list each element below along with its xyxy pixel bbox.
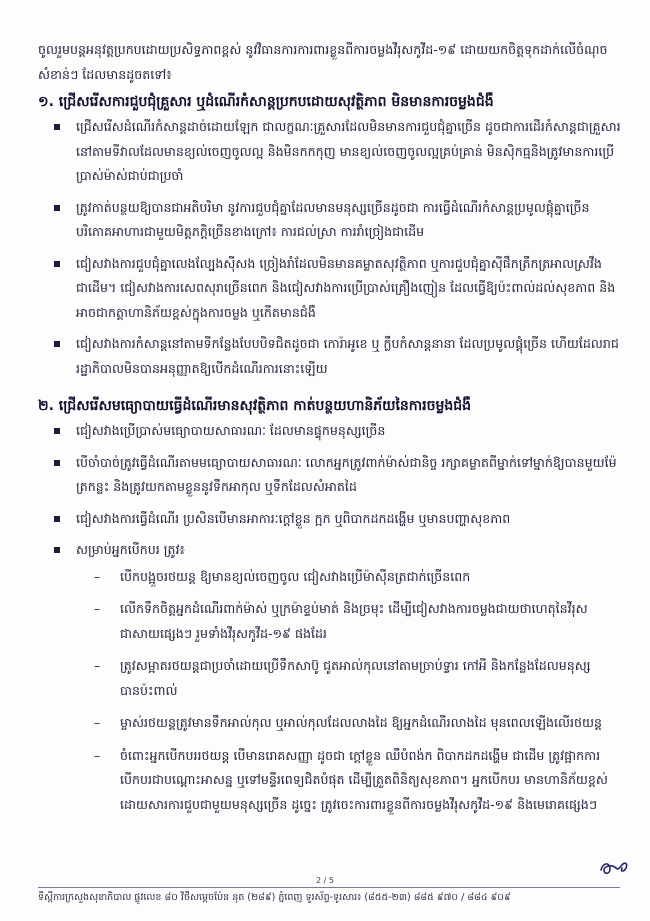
page-number: 2 / 5 bbox=[316, 876, 334, 885]
section-2-heading: ២. ជ្រើសរើសមធ្យោបាយធ្វើដំណើរមានសុវត្ថិភាព កាត់បន្ថយហានិភ័យនៃការចម្លងជំងឺ bbox=[38, 398, 472, 414]
list-item: ជៀសវាងការកំសាន្តនៅតាមទីកន្លែងបែបបិទជិតដូចជា កោរ៉ាអូខេ ឬ ក្លឹបកំសាន្តនានា ដែលប្រមូលផ្តុំច្រើន ហើយដែលរាជរដ្ឋាភិបាលមិនបានអនុញ្ញាតឱ្យបើកដំណើរការនោះឡើយ bbox=[76, 332, 623, 381]
section-1-bullet-list bbox=[38, 115, 623, 381]
sub-list-item: – បើកបង្អួចរថយន្ត ឱ្យមានខ្យល់ចេញចូល ជៀសវាងប្រើម៉ាស៊ីនត្រជាក់ច្រើនពេក bbox=[120, 565, 623, 590]
driver-sub-list bbox=[76, 565, 623, 818]
sub-list-item: – ម្ចាស់រថយន្តត្រូវមានទឹកអាល់កុល ឬអាល់កុលដែលលាងដៃ ឱ្យអ្នកដំណើរលាងដៃ មុនពេលឡើងលើរថយន្ត bbox=[120, 711, 623, 736]
list-item: ត្រូវកាត់បន្ថយឱ្យបានជាអតិបរិមា នូវការជួបជុំគ្នាដែលមានមនុស្សច្រើនដូចជា ការធ្វើដំណើរកំសាន្តប្រមូលផ្តុំគ្នាច្រើន បរិភោគអាហារជាមួយមិត្តភក្តិច្រើនខាងក្រៅ៖ ការជល់ស្រា ការរាំច្រៀងជាដើម bbox=[76, 196, 623, 245]
section-1-heading: ១. ជ្រើសរើសការជួបជុំគ្រួសារ ឬដំណើរកំសាន្តប្រកបដោយសុវត្ថិភាព មិនមានការចម្លងជំងឺ bbox=[38, 94, 494, 110]
list-item: ជៀសវាងការជួបជុំគ្នាលេងល្បែងស៊ីសង ច្រៀងរាំដែលមិនមានគម្លាតសុវត្ថិភាព ឬការជួបជុំគ្នាស៊ីផឹកត្រឹកត្រអាលស្រវឹងជាដើម។ ជៀសវាងការសេពសុរាច្រើនពេក និងជៀសវាងការប្រើប្រាស់គ្រឿងញៀន ដែលធ្វើឱ្យប៉ះពាល់ដល់សុខភាព និងអាចជាកត្តាហានិភ័យខ្ពស់ក្នុងការចម្លង ឬកើតមានជំងឺ bbox=[76, 252, 623, 326]
list-item: ជៀសវាងការធ្វើដំណើរ ប្រសិនបើមានអាការៈក្តៅខ្លួន ក្អក ឬពិបាកដកដង្ហើម ឬមានបញ្ហាសុខភាព bbox=[76, 507, 623, 532]
section-2 bbox=[38, 393, 623, 817]
driver-intro: សម្រាប់អ្នកបើកបរ ត្រូវ៖ bbox=[76, 542, 185, 557]
intro-paragraph bbox=[38, 38, 623, 87]
footer-divider bbox=[38, 887, 620, 888]
sub-list-item: – ត្រូវសម្អាតរថយន្តជាប្រចាំដោយប្រើទឹកសាប៊ូ ជូតអាល់កុលនៅតាមច្រាប់ទ្វារ កៅអី និងកន្លែងដែលមនុស្សបានប៉ះពាល់ bbox=[120, 654, 623, 703]
footer-address: ទីស្តីការក្រសួងសុខាភិបាល ផ្លូវលេខ ៨០ វិថីសម្តេចប៉ែន នុត (២៨៩) ភ្នំពេញ ទូរស័ព្ទ-ទូរសារ៖ (៨៥៥-២៣) ៨៨៥ ៩៧០ / ៨៨៤ ៩០៩ bbox=[38, 892, 511, 903]
section-2-bullet-list bbox=[38, 419, 623, 817]
sub-list-item: – ចំពោះអ្នកបើកបររថយន្ត បើមានរោគសញ្ញា ដូចជា ក្តៅខ្លួន ឈឺបំពង់ក ពិបាកដកដង្ហើម ជាដើម ត្រូវផ្អាកការបើកបរជាបណ្តោះអាសន្ន ឬទៅមន្ទីរពេទ្យជិតបំផុត ដើម្បីត្រួតពិនិត្យសុខភាព។ អ្នកបើកបរ មានហានិភ័យខ្ពស់ ដោយសារការជួបជាមួយមនុស្សច្រើន ដូច្នេះ ត្រូវចេះការពារខ្លួនពីការចម្លងវីរុសកូវីដ-១៩ និងមេរោគផ្សេងៗ bbox=[120, 744, 623, 818]
list-item: បើចាំបាច់ត្រូវធ្វើដំណើរតាមមធ្យោបាយសាធារណៈ លោកអ្នកត្រូវពាក់ម៉ាស់ជានិច្ច រក្សាគម្លាតពីម្នាក់ទៅម្នាក់ឱ្យបានមួយម៉ែត្រកន្លះ និងត្រូវយកតាមខ្លួននូវទឹកអាកុល ឬទឹកដែលសំអាតដៃ bbox=[76, 451, 623, 500]
section-1 bbox=[38, 89, 623, 381]
list-item bbox=[76, 538, 623, 817]
list-item: ជ្រើសរើសដំណើរកំសាន្តដាច់ដោយឡែក ជាលក្ខណៈគ្រួសារដែលមិនមានការជួបជុំគ្នាច្រើន ដូចជាការដើរកំសាន្តជាគ្រួសារ នៅតាមទីវាលដែលមានខ្យល់ចេញចូលល្អ និងមិនកកកុញ មានខ្យល់ចេញចូលល្អគ្រប់គ្រាន់ មិនស៊ិកធ្មនិងត្រូវមានការប្រើប្រាស់ម៉ាស់ជាប់ជាប្រចាំ bbox=[76, 115, 623, 189]
initials-signature bbox=[598, 858, 632, 878]
intro-text: ចូលរួមបន្តអនុវត្តប្រកបដោយប្រសិទ្ធភាពខ្ពស់ នូវវិធានការការពារខ្លួនពីការចម្លងវីរុសកូវីដ-១៩ ដោយយកចិត្តទុកដាក់លើចំណុចសំខាន់ៗ ដែលមានដូចតទៅ៖ bbox=[38, 42, 608, 82]
list-item: ជៀសវាងប្រើប្រាស់មធ្យោបាយសាធារណៈ ដែលមានផ្ទុកមនុស្សច្រើន bbox=[76, 419, 623, 444]
document-body bbox=[38, 38, 623, 825]
sub-list-item: – លើកទឹកចិត្តអ្នកដំណើរពាក់ម៉ាស់ ឬក្រម៉ាខ្ទប់មាត់ និងច្រមុះ ដើម្បីជៀសវាងការចម្លងជាយថាហេតុនៃវីរុសជាសាយផ្សេងៗ រួមទាំងវីរុសកូវីដ-១៩ ផងដែរ bbox=[120, 597, 623, 646]
